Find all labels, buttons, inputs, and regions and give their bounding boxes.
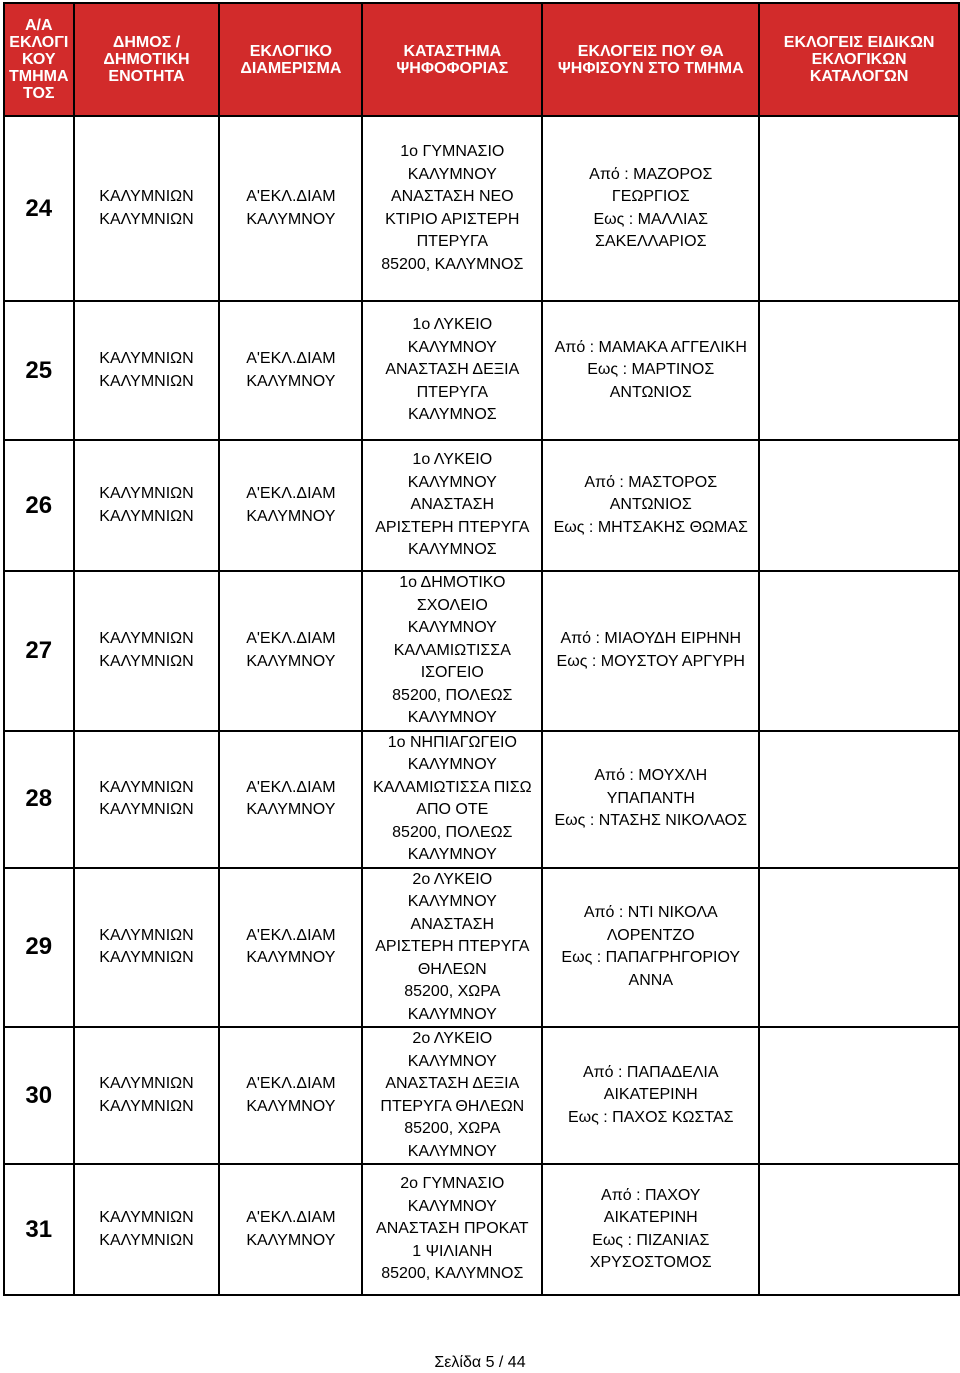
cell-line: ΚΑΛΥΜΝΙΩΝ [99, 210, 194, 228]
table-row [4, 1164, 959, 1295]
cell-line: ΚΑΛΥΜΝΟΥ [407, 846, 497, 863]
voters-cell [542, 440, 759, 571]
header-line: ΕΚΛΟΓΕΙΣ ΠΟΥ ΘΑ [577, 42, 724, 60]
cell-line: ΚΑΛΥΜΝΙΩΝ [99, 801, 194, 818]
cell-line: ΑΙΚΑΤΕΡΙΝΗ [603, 1086, 698, 1104]
header-number [4, 3, 74, 116]
row-number: 27 [4, 571, 74, 731]
voters-cell [542, 868, 759, 1028]
cell-line: ΑΝΑΣΤΑΣΗ ΔΕΞΙΑ [385, 361, 520, 379]
header-district [219, 3, 362, 116]
cell-line: ΚΑΛΥΜΝΟΥ [246, 1231, 336, 1249]
cell-line: ΑΠΟ ΟΤΕ [416, 801, 489, 818]
station-cell [362, 440, 542, 571]
cell-line: ΑΝΤΩΝΙΟΣ [609, 496, 692, 514]
cell-line: ΚΑΛΑΜΙΩΤΙΣΣΑ ΠΙΣΩ [373, 778, 532, 796]
cell-line: Από : ΠΑΧΟΥ [601, 1186, 701, 1204]
header-line: ΨΗΦΟΦΟΡΙΑΣ [396, 59, 509, 77]
cell-line: Από : ΝΤΙ ΝΙΚΟΛΑ [583, 904, 718, 922]
district-cell [219, 731, 362, 868]
district-cell [219, 301, 362, 440]
cell-line: ΑΝΑΣΤΑΣΗ ΠΡΟΚΑΤ [376, 1220, 529, 1238]
municipality-cell [74, 868, 220, 1028]
municipality-cell [74, 116, 220, 301]
cell-line: ΚΑΛΥΜΝΟΥ [407, 893, 497, 910]
cell-line: ΚΑΛΥΜΝΙΩΝ [99, 372, 194, 390]
cell-line: ΚΑΛΥΜΝΙΩΝ [99, 485, 194, 502]
table-row [4, 440, 959, 571]
header-municipality [74, 3, 220, 116]
cell-line: ΥΠΑΠΑΝΤΗ [606, 789, 695, 807]
district-cell [219, 440, 362, 571]
row-number: 25 [4, 301, 74, 440]
table-row [4, 868, 959, 1028]
municipality-cell [74, 440, 220, 571]
cell-line: ΚΑΛΥΜΝΟΥ [246, 210, 336, 228]
special-lists-cell [759, 1027, 959, 1164]
cell-line: 2ο ΛΥΚΕΙΟ [412, 870, 493, 888]
special-lists-cell [759, 301, 959, 440]
header-line: ΕΚΛΟΓΙΚΟ [249, 42, 332, 60]
municipality-cell [74, 301, 220, 440]
cell-line: 85200, ΠΟΛΕΩΣ [392, 686, 513, 704]
cell-line: ΧΡΥΣΟΣΤΟΜΟΣ [589, 1254, 712, 1271]
cell-line: ΚΑΛΥΜΝΙΩΝ [99, 778, 194, 796]
cell-line: ΚΑΛΥΜΝΟΥ [246, 652, 336, 670]
cell-line: Από : ΜΑΣΤΟΡΟΣ [584, 473, 718, 491]
header-line: ΕΚΛΟΓΙΚΩΝ [811, 51, 907, 68]
header-line: ΚΟΥ [22, 51, 56, 68]
cell-line: ΚΑΛΥΜΝΟΥ [246, 372, 336, 390]
row-number: 31 [4, 1164, 74, 1295]
cell-line: ΚΑΛΥΜΝΟΥ [246, 507, 336, 525]
voters-cell [542, 301, 759, 440]
row-number: 30 [4, 1027, 74, 1164]
cell-line: Α'ΕΚΛ.ΔΙΑΜ [246, 188, 336, 205]
cell-line: 1ο ΛΥΚΕΙΟ [412, 451, 493, 469]
cell-line: Από : ΜΙΑΟΥΔΗ ΕΙΡΗΝΗ [560, 630, 742, 648]
district-cell [219, 571, 362, 731]
voters-cell [542, 116, 759, 301]
station-cell [362, 571, 542, 731]
cell-line: ΚΑΛΥΜΝΙΩΝ [99, 1097, 194, 1115]
row-number: 24 [4, 116, 74, 301]
cell-line: ΣΧΟΛΕΙΟ [416, 596, 488, 614]
cell-line: 85200, ΚΑΛΥΜΝΟΣ [381, 255, 524, 273]
header-line: Α/Α [24, 17, 53, 34]
header-station [362, 3, 542, 116]
header-line: ΕΚΛΟΓΕΙΣ ΕΙΔΙΚΩΝ [783, 34, 935, 51]
row-number: 29 [4, 868, 74, 1028]
header-line: ΕΝΟΤΗΤΑ [108, 68, 185, 85]
cell-line: 85200, ΧΩΡΑ [404, 1120, 501, 1137]
cell-line: ΚΑΛΥΜΝΟΥ [246, 1097, 336, 1115]
cell-line: ΚΑΛΥΜΝΙΩΝ [99, 1231, 194, 1249]
cell-line: 1ο ΓΥΜΝΑΣΙΟ [400, 143, 505, 160]
cell-line: ΚΑΛΥΜΝΟΥ [407, 165, 497, 183]
row-number: 28 [4, 731, 74, 868]
cell-line: Από : ΜΑΜΑΚΑ ΑΓΓΕΛΙΚΗ [554, 338, 747, 356]
table-row [4, 571, 959, 731]
table-row [4, 731, 959, 868]
cell-line: ΑΡΙΣΤΕΡΗ ΠΤΕΡΥΓΑ [375, 938, 530, 955]
cell-line: ΑΝΤΩΝΙΟΣ [609, 383, 692, 401]
cell-line: ΑΝΑΣΤΑΣΗ [410, 915, 495, 933]
special-lists-cell [759, 116, 959, 301]
municipality-cell [74, 571, 220, 731]
cell-line: ΚΑΛΥΜΝΟΥ [407, 1142, 497, 1160]
cell-line: ΚΑΛΥΜΝΙΩΝ [99, 188, 194, 205]
table-header [4, 3, 959, 116]
cell-line: ΚΑΛΥΜΝΟΥ [407, 1005, 497, 1023]
header-line: ΨΗΦΙΣΟΥΝ ΣΤΟ ΤΜΗΜΑ [557, 59, 744, 77]
voters-cell [542, 731, 759, 868]
special-lists-cell [759, 1164, 959, 1295]
cell-line: Εως : ΜΑΛΛΙΑΣ [593, 210, 709, 228]
cell-line: ΚΑΛΥΜΝΙΩΝ [99, 350, 194, 367]
cell-line: 2ο ΓΥΜΝΑΣΙΟ [400, 1175, 505, 1193]
cell-line: ΚΑΛΥΜΝΙΩΝ [99, 949, 194, 967]
cell-line: Εως : ΠΑΠΑΓΡΗΓΟΡΙΟΥ [561, 949, 741, 967]
special-lists-cell [759, 868, 959, 1028]
cell-line: ΚΑΛΥΜΝΙΩΝ [99, 507, 194, 525]
cell-line: ΑΝΝΑ [628, 971, 673, 989]
municipality-cell [74, 1164, 220, 1295]
cell-line: ΣΑΚΕΛΛΑΡΙΟΣ [595, 233, 707, 250]
cell-line: 1 ΨΙΛΙΑΝΗ [412, 1242, 493, 1260]
district-cell [219, 1027, 362, 1164]
cell-line: ΚΑΛΥΜΝΙΩΝ [99, 1075, 194, 1092]
cell-line: ΚΑΛΥΜΝΟΥ [246, 801, 336, 818]
cell-line: Εως : ΜΟΥΣΤΟΥ ΑΡΓΥΡΗ [556, 652, 745, 670]
cell-line: ΚΑΛΥΜΝΙΩΝ [99, 926, 194, 944]
cell-line: 85200, ΧΩΡΑ [404, 983, 501, 1000]
cell-line: ΚΑΛΥΜΝΟΣ [407, 541, 497, 559]
cell-line: Α'ΕΚΛ.ΔΙΑΜ [246, 350, 336, 367]
district-cell [219, 116, 362, 301]
cell-line: ΚΑΛΥΜΝΟΥ [407, 709, 497, 726]
cell-line: ΚΑΛΥΜΝΙΩΝ [99, 1209, 194, 1226]
cell-line: ΚΑΛΥΜΝΟΥ [407, 1052, 497, 1070]
cell-line: ΚΑΛΥΜΝΟΥ [407, 473, 497, 491]
cell-line: ΚΑΛΥΜΝΟΥ [407, 1197, 497, 1215]
cell-line: ΚΑΛΥΜΝΟΣ [407, 406, 497, 424]
cell-line: 2ο ΛΥΚΕΙΟ [412, 1030, 493, 1047]
header-special-lists [759, 3, 959, 116]
header-line: ΚΑΤΑΛΟΓΩΝ [809, 68, 909, 85]
cell-line: 1ο ΔΗΜΟΤΙΚΟ [399, 574, 506, 591]
cell-line: Εως : ΜΑΡΤΙΝΟΣ [587, 361, 715, 379]
header-voters [542, 3, 759, 116]
header-line: ΔΗΜΟΤΙΚΗ [103, 51, 190, 68]
cell-line: 1ο ΝΗΠΙΑΓΩΓΕΙΟ [387, 733, 517, 751]
special-lists-cell [759, 731, 959, 868]
header-line: ΤΟΣ [23, 85, 55, 102]
cell-line: Από : ΜΟΥΧΛΗ [594, 767, 708, 785]
cell-line: Εως : ΠΙΖΑΝΙΑΣ [592, 1231, 710, 1249]
cell-line: ΚΑΛΥΜΝΟΥ [407, 756, 497, 773]
municipality-cell [74, 1027, 220, 1164]
cell-line: Α'ΕΚΛ.ΔΙΑΜ [246, 1075, 336, 1092]
district-cell [219, 1164, 362, 1295]
cell-line: ΙΣΟΓΕΙΟ [420, 664, 484, 681]
cell-line: ΠΤΕΡΥΓΑ ΘΗΛΕΩΝ [380, 1097, 525, 1115]
table-row [4, 301, 959, 440]
cell-line: Εως : ΝΤΑΣΗΣ ΝΙΚΟΛΑΟΣ [554, 812, 747, 830]
cell-line: Εως : ΜΗΤΣΑΚΗΣ ΘΩΜΑΣ [553, 518, 748, 536]
station-cell [362, 116, 542, 301]
voters-cell [542, 1164, 759, 1295]
page-number: Σελίδα 5 / 44 [434, 1354, 526, 1371]
voters-cell [542, 571, 759, 731]
cell-line: ΑΙΚΑΤΕΡΙΝΗ [603, 1209, 698, 1226]
cell-line: ΚΑΛΥΜΝΙΩΝ [99, 630, 194, 648]
header-line: ΔΙΑΜΕΡΙΣΜΑ [240, 59, 342, 77]
station-cell [362, 1027, 542, 1164]
cell-line: ΑΝΑΣΤΑΣΗ [410, 496, 495, 514]
header-line: ΔΗΜΟΣ / [112, 34, 181, 51]
station-cell [362, 1164, 542, 1295]
station-cell [362, 868, 542, 1028]
table-row [4, 116, 959, 301]
header-line: ΚΑΤΑΣΤΗΜΑ [403, 42, 502, 60]
table-body [4, 116, 959, 1295]
cell-line: Α'ΕΚΛ.ΔΙΑΜ [246, 778, 336, 796]
cell-line: Α'ΕΚΛ.ΔΙΑΜ [246, 926, 336, 944]
header-row [4, 3, 959, 116]
cell-line: ΑΝΑΣΤΑΣΗ ΝΕΟ [391, 188, 514, 205]
cell-line: ΠΤΕΡΥΓΑ [416, 383, 488, 401]
table-row [4, 1027, 959, 1164]
cell-line: ΑΡΙΣΤΕΡΗ ΠΤΕΡΥΓΑ [375, 518, 530, 536]
cell-line: Α'ΕΚΛ.ΔΙΑΜ [246, 1209, 336, 1226]
special-lists-cell [759, 571, 959, 731]
cell-line: ΚΤΙΡΙΟ ΑΡΙΣΤΕΡΗ [385, 210, 520, 228]
row-number: 26 [4, 440, 74, 571]
polling-stations-table [3, 2, 960, 1296]
cell-line: 85200, ΠΟΛΕΩΣ [392, 823, 513, 841]
cell-line: Εως : ΠΑΧΟΣ ΚΩΣΤΑΣ [567, 1108, 734, 1126]
district-cell [219, 868, 362, 1028]
cell-line: ΓΕΩΡΓΙΟΣ [611, 188, 690, 205]
header-line: ΕΚΛΟΓΙ [9, 34, 69, 51]
cell-line: 1ο ΛΥΚΕΙΟ [412, 316, 493, 334]
cell-line: Α'ΕΚΛ.ΔΙΑΜ [246, 485, 336, 502]
cell-line: Από : ΠΑΠΑΔΕΛΙΑ [582, 1063, 719, 1081]
cell-line: Α'ΕΚΛ.ΔΙΑΜ [246, 630, 336, 648]
cell-line: ΚΑΛΥΜΝΟΥ [407, 338, 497, 356]
cell-line: ΚΑΛΥΜΝΙΩΝ [99, 652, 194, 670]
cell-line: ΛΟΡΕΝΤΖΟ [606, 926, 695, 944]
header-line: ΤΜΗΜΑ [9, 68, 69, 85]
municipality-cell [74, 731, 220, 868]
cell-line: ΘΗΛΕΩΝ [417, 960, 487, 978]
cell-line: ΚΑΛΥΜΝΟΥ [407, 619, 497, 636]
cell-line: ΚΑΛΥΜΝΟΥ [246, 949, 336, 967]
cell-line: ΠΤΕΡΥΓΑ [416, 233, 488, 250]
cell-line: ΑΝΑΣΤΑΣΗ ΔΕΞΙΑ [385, 1075, 520, 1092]
cell-line: Από : ΜΑΖΟΡΟΣ [589, 165, 713, 183]
station-cell [362, 731, 542, 868]
cell-line: 85200, ΚΑΛΥΜΝΟΣ [381, 1265, 524, 1283]
cell-line: ΚΑΛΑΜΙΩΤΙΣΣΑ [393, 641, 511, 659]
special-lists-cell [759, 440, 959, 571]
voters-cell [542, 1027, 759, 1164]
station-cell [362, 301, 542, 440]
